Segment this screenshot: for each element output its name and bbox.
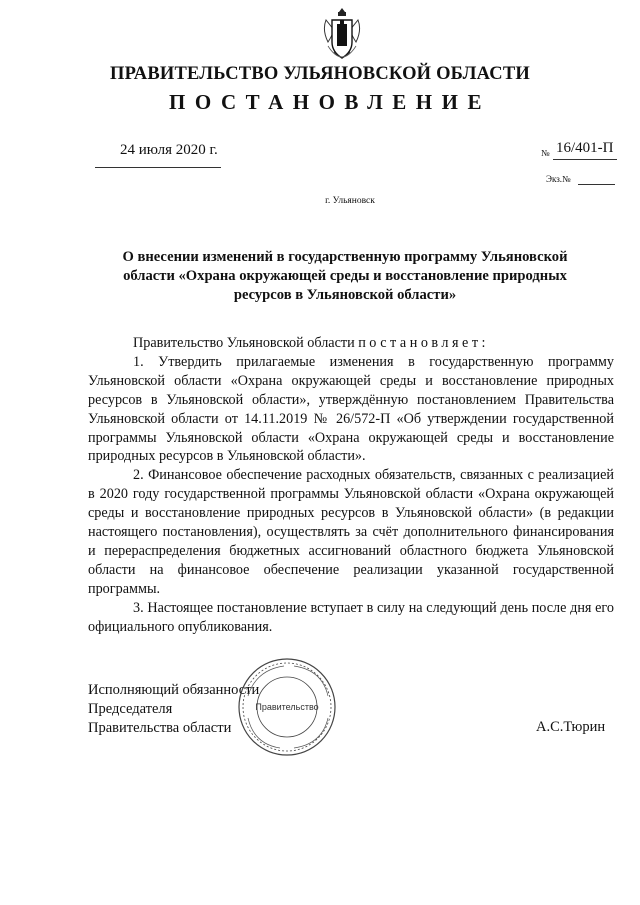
intro-lead: Правительство Ульяновской области (133, 335, 359, 351)
copy-number-underline (578, 184, 615, 185)
document-date: 24 июля 2020 г. (120, 142, 218, 158)
signatory-title (88, 681, 259, 738)
paragraph-1: 1. Утвердить прилагаемые изменения в государственную программу Ульяновской области «Охрана окружающей среды и восстановление природных ресурсов в Ульяновской области», утверждённую постановлением Правительства Ульяновской области от 14.11.2019 № 26/572-П «Об утверждении государственной программы Ульяновской области «Охрана окружающей среды и восстановление природных ресурсов в Ульяновской области». (88, 353, 614, 465)
document-type: ПОСТАНОВЛЕНИЕ (169, 90, 491, 114)
copy-number-label: Экз.№ (546, 174, 571, 184)
official-seal-icon (236, 656, 338, 758)
signatory-name: А.С.Тюрин (536, 719, 606, 735)
document-title: О внесении изменений в государственную программу Ульяновской области «Охрана окружающей среды и восстановление природных ресурсов в Ульяновской области» (122, 249, 568, 303)
intro-decree-word: постановляет: (358, 335, 489, 351)
date-underline (95, 167, 221, 168)
paragraph-3: 3. Настоящее постановление вступает в силу на следующий день после дня его официального опубликования. (88, 599, 614, 635)
signatory-line-2: Председателя (88, 701, 173, 717)
intro-paragraph (88, 334, 614, 353)
city: г. Ульяновск (325, 196, 375, 206)
paragraph-2: 2. Финансовое обеспечение расходных обязательств, связанных с реализацией в 2020 году государственной программы Ульяновской области «Охрана окружающей среды и восстановление природных ресурсов в Ульяновской области» (в редакции настоящего постановления), осуществлять за счёт дополнительного финансирования и перераспределения бюджетных ассигнований областного бюджета Ульяновской области на финансовое обеспечение реализации указанной государственной программы. (88, 467, 614, 597)
document-number: 16/401-П (556, 140, 614, 156)
seal-center-text: Правительство (255, 702, 319, 712)
signatory-line-3: Правительства области (88, 720, 232, 736)
government-name: ПРАВИТЕЛЬСТВО УЛЬЯНОВСКОЙ ОБЛАСТИ (110, 64, 530, 84)
number-sign: № (541, 148, 550, 158)
coat-of-arms-icon (322, 6, 362, 66)
signatory-line-1: Исполняющий обязанности (88, 682, 260, 698)
number-underline (553, 159, 617, 160)
document-body (88, 334, 614, 637)
